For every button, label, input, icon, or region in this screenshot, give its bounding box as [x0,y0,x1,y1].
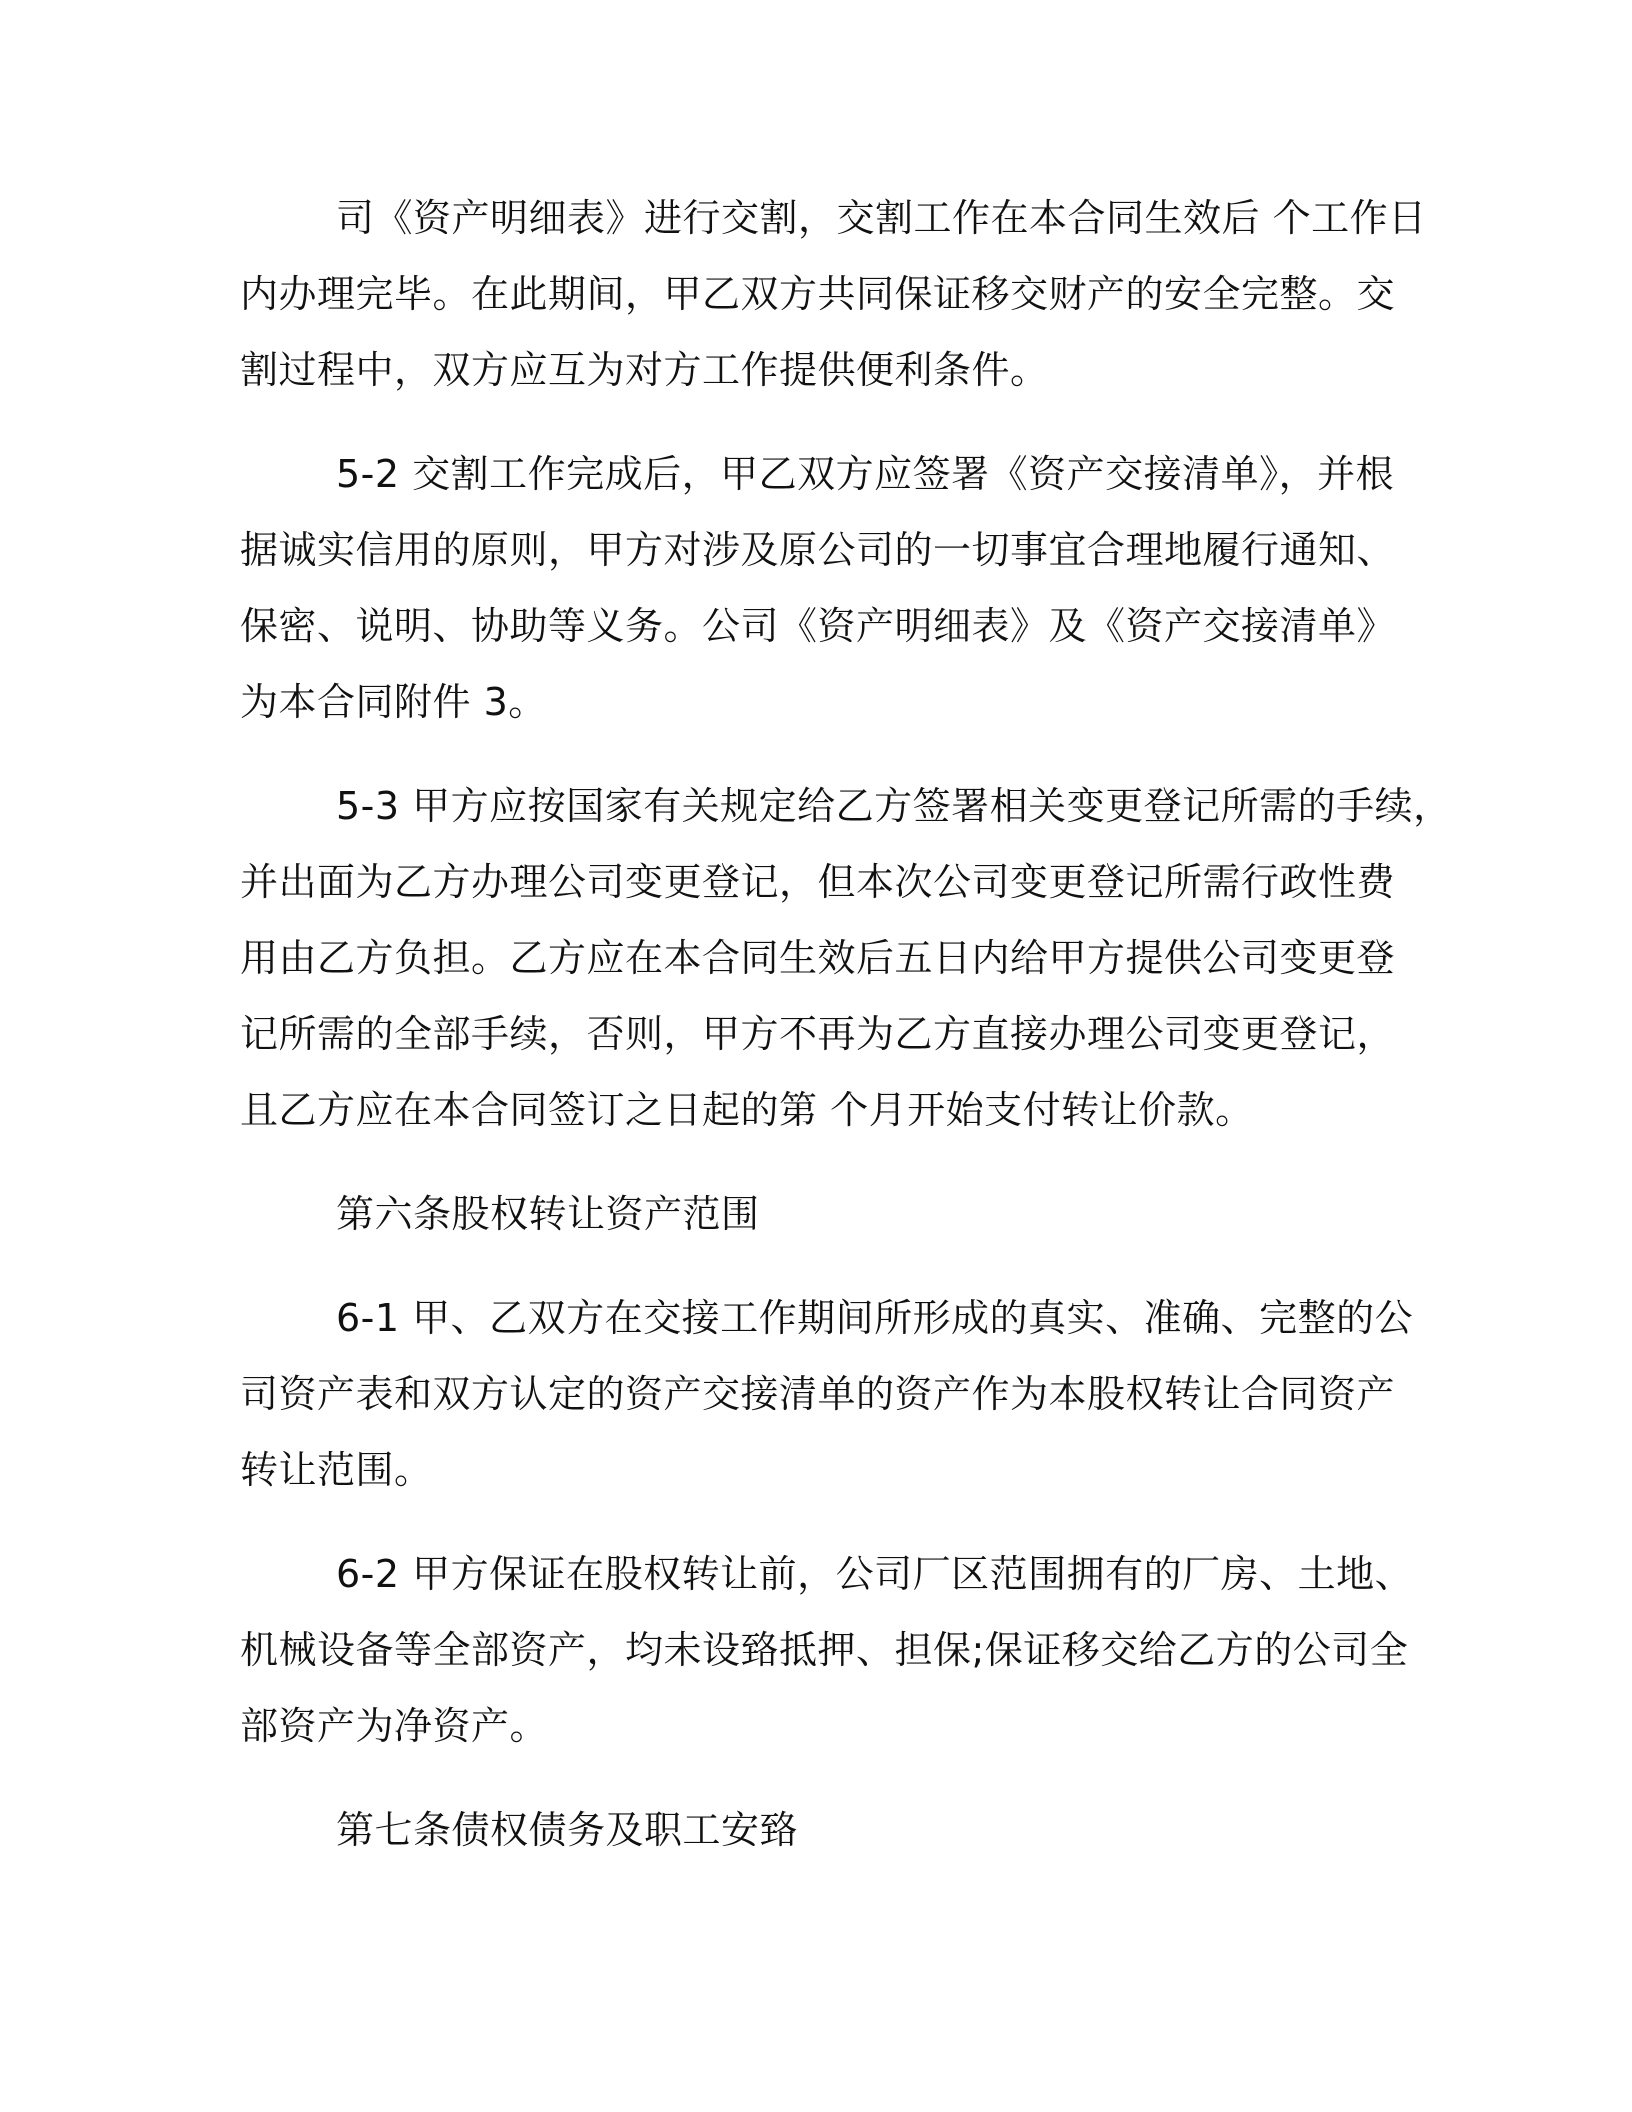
clause-5-3-line: 5-3 甲方应按国家有关规定给乙方签署相关变更登记所需的手续， [336,784,1452,828]
text-line: 司《资产明细表》进行交割，交割工作在本合同生效后 个工作日 [336,196,1427,240]
article-7-heading: 第七条债权债务及职工安臵 [336,1808,799,1852]
clause-5-2-line: 5-2 交割工作完成后，甲乙双方应签署《资产交接清单》，并根 [336,452,1395,496]
clause-6-1-line: 6-1 甲、乙双方在交接工作期间所形成的真实、准确、完整的公 [336,1296,1414,1340]
text-line: 据诚实信用的原则，甲方对涉及原公司的一切事宜合理地履行通知、 [240,528,1396,572]
text-line: 记所需的全部手续，否则，甲方不再为乙方直接办理公司变更登记， [240,1012,1396,1056]
text-line: 并出面为乙方办理公司变更登记，但本次公司变更登记所需行政性费 [240,860,1396,904]
text-line: 保密、说明、协助等义务。公司《资产明细表》及《资产交接清单》 [240,604,1396,648]
clause-6-2-line: 6-2 甲方保证在股权转让前，公司厂区范围拥有的厂房、土地、 [336,1552,1414,1596]
text-line: 用由乙方负担。乙方应在本合同生效后五日内给甲方提供公司变更登 [240,936,1396,980]
text-line: 转让范围。 [240,1448,433,1492]
text-line: 为本合同附件 3。 [240,680,547,724]
text-line: 内办理完毕。在此期间，甲乙双方共同保证移交财产的安全完整。交 [240,272,1396,316]
text-line: 机械设备等全部资产，均未设臵抵押、担保;保证移交给乙方的公司全 [240,1628,1409,1672]
text-line: 部资产为净资产。 [240,1704,549,1748]
article-6-heading: 第六条股权转让资产范围 [336,1192,760,1236]
text-line: 司资产表和双方认定的资产交接清单的资产作为本股权转让合同资产 [240,1372,1396,1416]
text-line: 割过程中，双方应互为对方工作提供便利条件。 [240,348,1049,392]
text-line: 且乙方应在本合同签订之日起的第 个月开始支付转让价款。 [240,1088,1254,1132]
